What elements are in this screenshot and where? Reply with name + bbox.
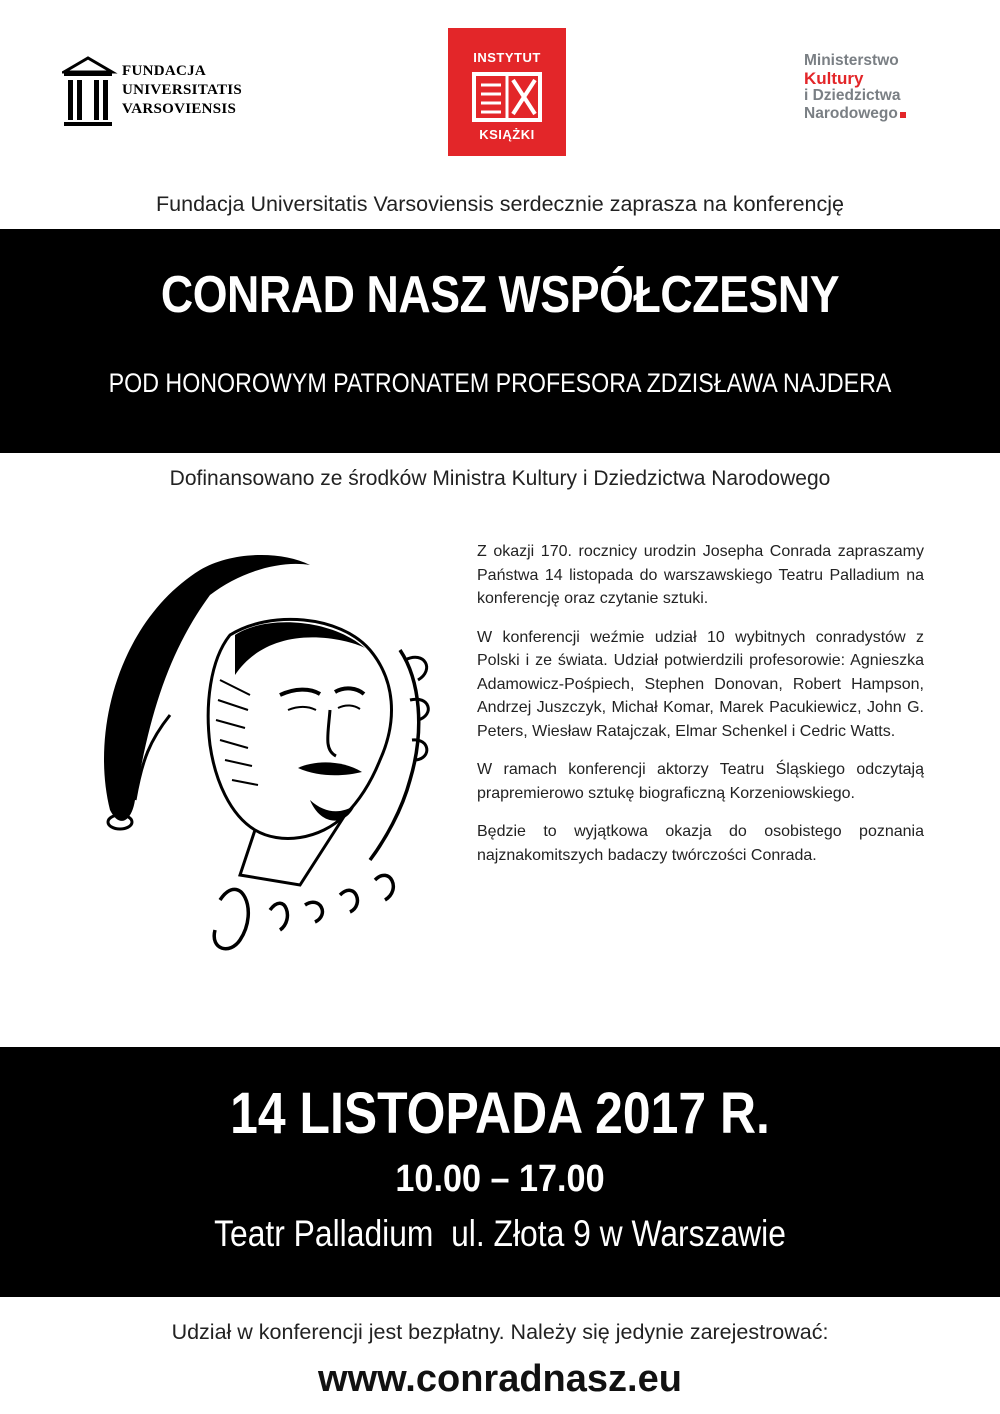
mk-line-3: i Dziedzictwa xyxy=(804,87,901,104)
fuv-line-2: UNIVERSITATIS xyxy=(122,82,243,98)
fuv-logo-text xyxy=(122,62,242,119)
mk-line-1: Ministerstwo xyxy=(804,52,899,69)
ik-line-top: INSTYTUT xyxy=(473,50,541,65)
article-paragraph-1: Z okazji 170. rocznicy urodzin Josepha Conrada zapraszamy Państwa 14 listopada do warszawskiego Teatru Palladium na konferencję oraz czytanie sztuki. xyxy=(477,543,924,607)
event-venue: Teatr Palladium ul. Złota 9 w Warszawie xyxy=(214,1213,786,1254)
event-hours: 10.00 – 17.00 xyxy=(395,1158,605,1200)
ministerstwo-logo xyxy=(804,52,906,122)
registration-note: Udział w konferencji jest bezpłatny. Należy się jedynie zarejestrować: xyxy=(171,1320,829,1344)
conrad-portrait-icon xyxy=(80,510,460,980)
mk-line-2: Kultury xyxy=(804,68,864,88)
page-title: CONRAD NASZ WSPÓŁCZESNY xyxy=(160,266,840,324)
fuv-line-3: VARSOVIENSIS xyxy=(122,101,237,117)
ik-line-bottom: KSIĄŻKI xyxy=(479,127,535,142)
website-link[interactable]: www.conradnasz.eu xyxy=(318,1358,682,1400)
fuv-line-1: FUNDACJA xyxy=(122,63,207,79)
funding-note: Dofinansowano ze środków Ministra Kultury i Dziedzictwa Narodowego xyxy=(169,467,831,490)
article-paragraph-4: Będzie to wyjątkowa okazja do osobistego poznania najznakomitszych badaczy twórczości Conrada. xyxy=(477,823,924,864)
intro-text: Fundacja Universitatis Varsoviensis serdecznie zaprasza na konferencję xyxy=(156,192,844,216)
book-x-icon xyxy=(472,72,542,122)
instytut-ksiazki-logo xyxy=(448,28,566,156)
article-paragraph-3: W ramach konferencji aktorzy Teatru Śląskiego odczytają prapremierowo sztukę biograficzną Korzeniowskiego. xyxy=(477,761,924,802)
page-subtitle: POD HONOROWYM PATRONATEM PROFESORA ZDZISŁAWA NAJDERA xyxy=(108,368,892,398)
mk-line-4: Narodowego xyxy=(804,104,898,122)
article-paragraph-2: W konferencji weźmie udział 10 wybitnych conradystów z Polski i ze świata. Udział potwierdzili profesorowie: Agnieszka Adamowicz-Pośpiech, Stephen Donovan, Robert Hampson, Andrzej Juszczyk, Michał Komar, Marek Pacukiewicz, John G. Peters, Wiesław Ratajczak, Elmar Schenkel i Cedric Watts. xyxy=(477,628,924,740)
event-date: 14 LISTOPADA 2017 R. xyxy=(230,1081,770,1146)
title-band xyxy=(0,229,1000,453)
article-body xyxy=(477,540,924,882)
red-dot-icon xyxy=(900,112,906,118)
mk-line-4-wrap xyxy=(804,105,906,123)
